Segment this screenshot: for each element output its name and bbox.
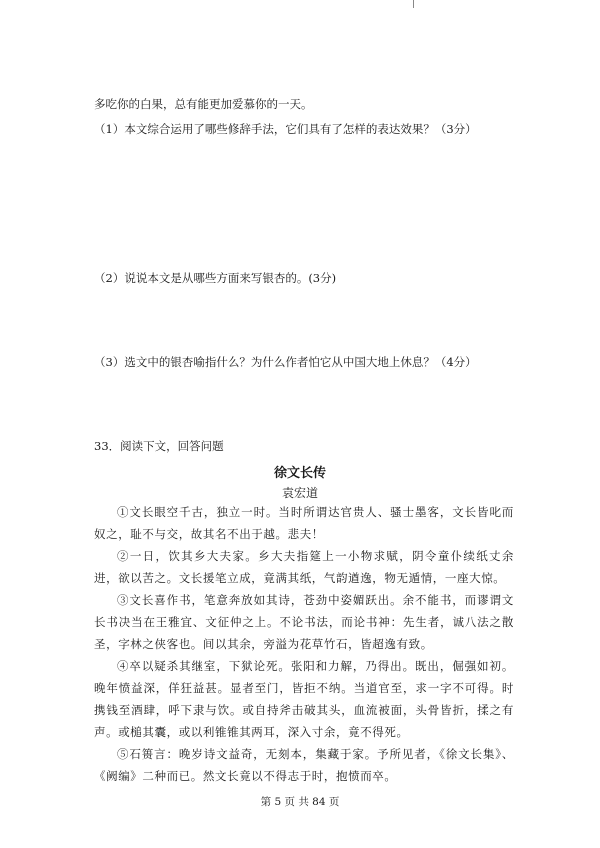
section-header: 33．阅读下文，回答问题 <box>94 439 224 453</box>
top-edge-mark <box>413 0 414 8</box>
question-3: （3）选文中的银杏喻指什么？为什么作者怕它从中国大地上休息？（4分） <box>94 355 477 369</box>
question-1: （1）本文综合运用了哪些修辞手法，它们具有了怎样的表达效果？（3分） <box>94 122 477 136</box>
passage-paragraph-4: ④卒以疑杀其继室，下狱论死。张阳和力解，乃得出。既出，倔强如初。晚年愤益深，佯狂益甚。显者至门，皆拒不纳。当道官至，求一字不可得。时携钱至酒肆，呼下隶与饮。或自持斧击破其头，血流被面，头骨皆折，揉之有声。或槌其囊，或以利锥锥其两耳，深入寸余，竟不得死。 <box>94 659 514 739</box>
passage-paragraph-5: ⑤石篑言：晚岁诗文益奇，无刻本，集藏于家。予所见者，《徐文长集》、《阙编》二种而已。然文长竟以不得志于时，抱愤而卒。 <box>94 747 514 783</box>
passage-title: 徐文长传 <box>273 466 326 481</box>
continued-text-line: 多吃你的白果，总有能更加爱慕你的一天。 <box>94 97 313 111</box>
question-2: （2）说说本文是从哪些方面来写银杏的。(3分) <box>94 271 337 285</box>
passage-author: 袁宏道 <box>281 486 318 500</box>
passage-paragraph-2: ②一日，饮其乡大夫家。乡大夫指筵上一小物求赋，阴令童仆续纸丈余进，欲以苦之。文长援笔立成，竟满其纸，气韵遒逸，物无遁情，一座大惊。 <box>94 549 514 585</box>
passage-paragraph-3: ③文长喜作书，笔意奔放如其诗，苍劲中姿媚跃出。余不能书，而谬谓文长书决当在王雅宜、文征仲之上。不论书法，而论书神：先生者，诚八法之散圣，字林之侠客也。间以其余，旁溢为花草竹石，皆超逸有致。 <box>94 593 514 651</box>
page-footer: 第 5 页 共 84 页 <box>260 796 340 808</box>
passage-paragraph-1: ①文长眼空千古，独立一时。当时所谓达官贵人、骚士墨客，文长皆叱而奴之，耻不与交，故其名不出于越。悲夫！ <box>94 505 514 541</box>
